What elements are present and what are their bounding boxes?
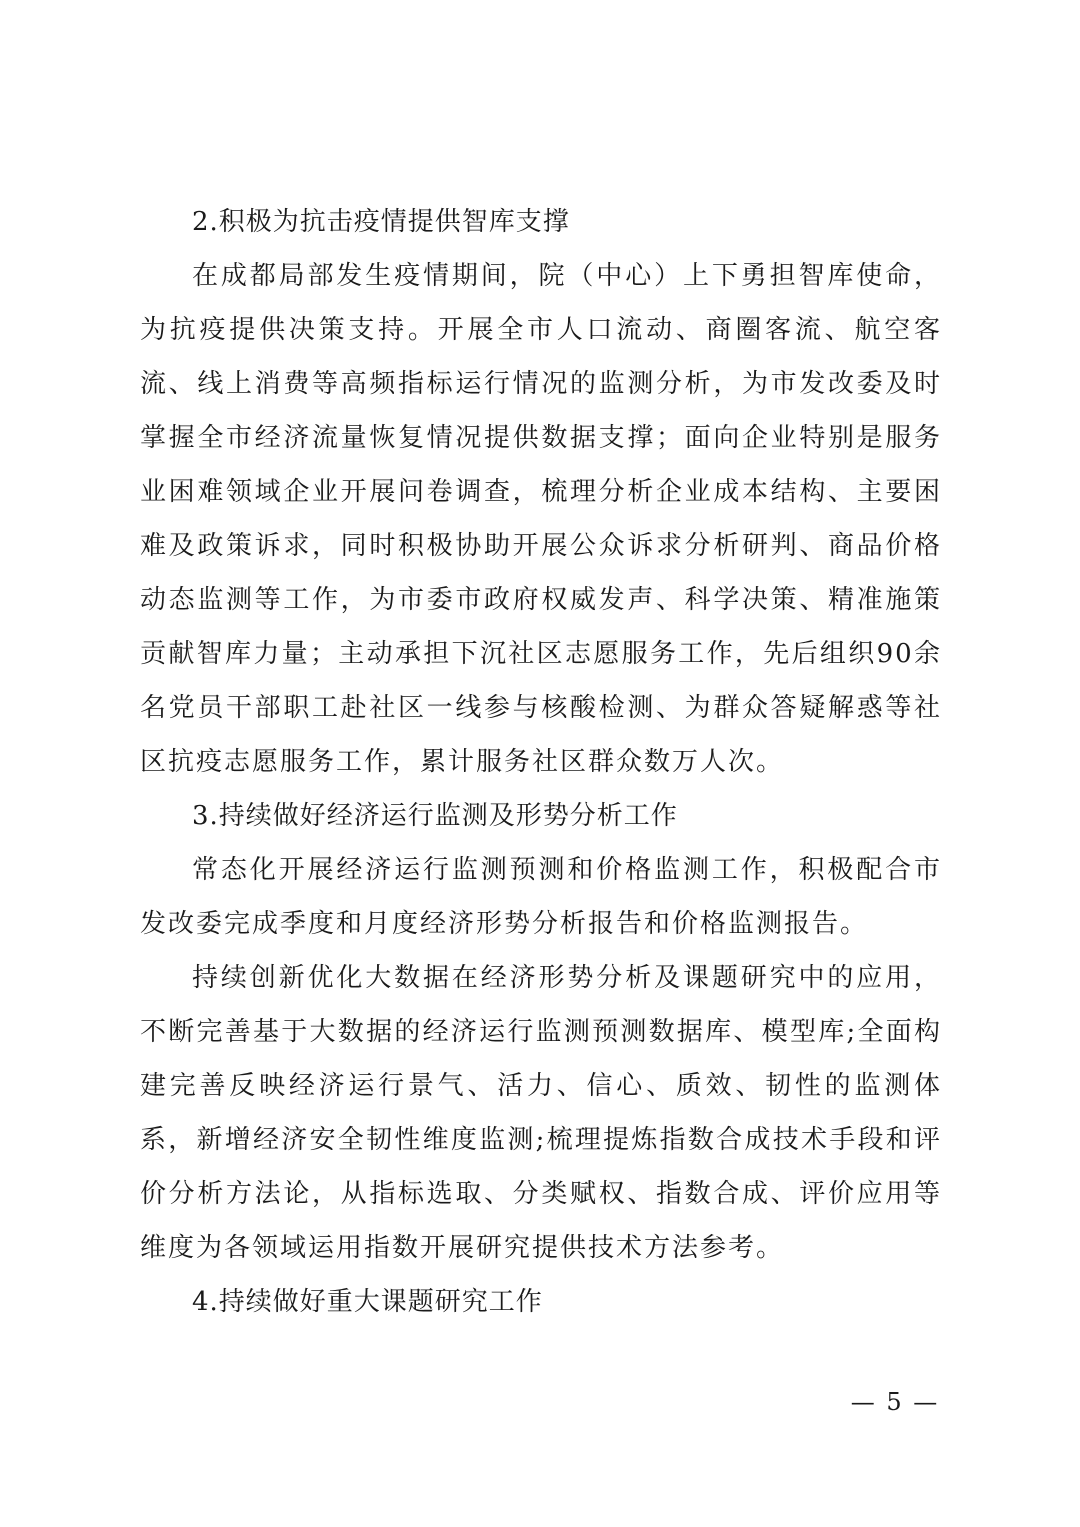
section-heading-4: 4.持续做好重大课题研究工作 — [192, 1287, 543, 1317]
paragraph-epidemic-support: 在成都局部发生疫情期间，院（中心）上下勇担智库使命，为抗疫提供决策支持。开展全市人口流动、商圈客流、航空客流、线上消费等高频指标运行情况的监测分析，为市发改委及时掌握全市经济流量恢复情况提供数据支撑；面向企业特别是服务业困难领域企业开展问卷调查，梳理分析企业成本结构、主要困难及政策诉求，同时积极协助开展公众诉求分析研判、商品价格动态监测等工作，为市委市政府权威发声、科学决策、精准施策贡献智库力量；主动承担下沉社区志愿服务工作，先后组织90余名党员干部职工赴社区一线参与核酸检测、为群众答疑解惑等社区抗疫志愿服务工作，累计服务社区群众数万人次。 — [140, 261, 942, 777]
section-heading-2: 2.积极为抗击疫情提供智库支撑 — [192, 207, 570, 237]
paragraph-economic-monitoring: 常态化开展经济运行监测预测和价格监测工作，积极配合市发改委完成季度和月度经济形势分析报告和价格监测报告。 — [140, 855, 942, 939]
document-body — [140, 195, 942, 1329]
paragraph-big-data-application: 持续创新优化大数据在经济形势分析及课题研究中的应用，不断完善基于大数据的经济运行监测预测数据库、模型库;全面构建完善反映经济运行景气、活力、信心、质效、韧性的监测体系，新增经济安全韧性维度监测;梳理提炼指数合成技术手段和评价分析方法论，从指标选取、分类赋权、指数合成、评价应用等维度为各领域运用指数开展研究提供技术方法参考。 — [140, 963, 942, 1263]
section-heading-3: 3.持续做好经济运行监测及形势分析工作 — [192, 801, 678, 831]
page-number: — 5 — — [850, 1388, 940, 1416]
